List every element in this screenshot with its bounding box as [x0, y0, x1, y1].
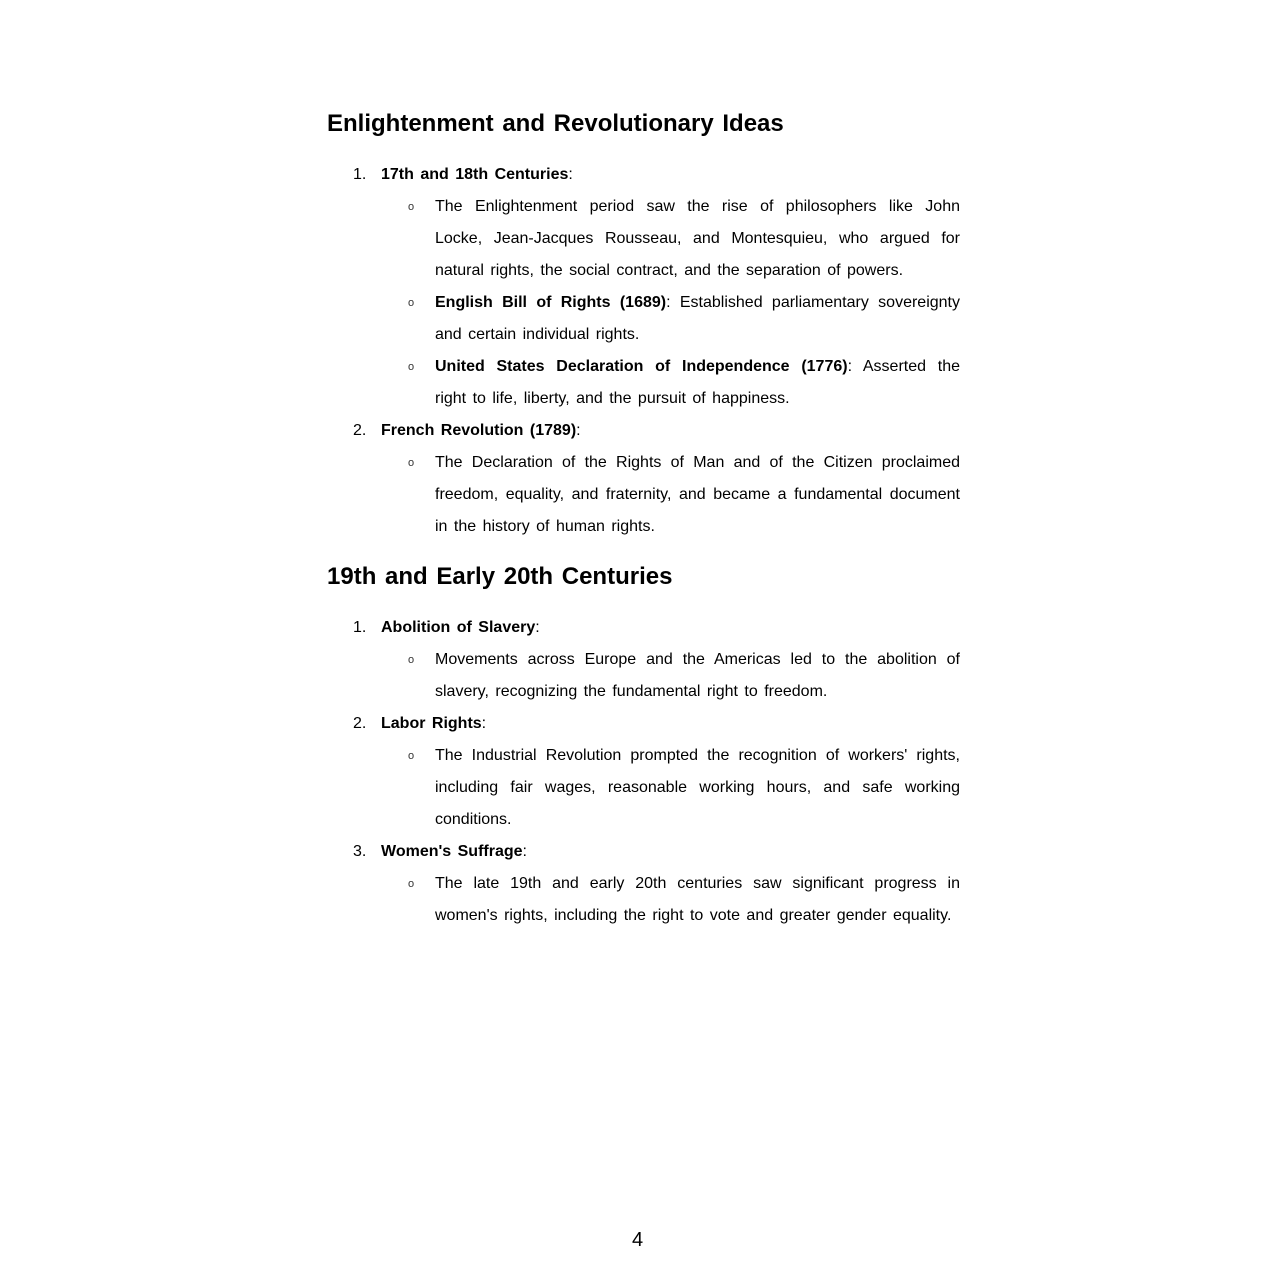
bullet-list — [381, 447, 960, 543]
item-title: Labor Rights — [381, 715, 482, 732]
bullet-text: Movements across Europe and the Americas led to the abolition of slavery, recognizing the fundamental right to freedom. — [435, 651, 960, 700]
bullet-text: : Established parliamentary sovereignty and certain individual rights. — [435, 294, 961, 343]
bullet-list — [381, 868, 960, 932]
list-number: 2. — [353, 422, 367, 439]
list-number: 3. — [353, 843, 367, 860]
numbered-list — [327, 612, 960, 932]
bullet-bold-term: United States Declaration of Independence (1776) — [435, 358, 848, 375]
bullet-marker: o — [408, 297, 415, 309]
list-item — [327, 415, 960, 543]
bullet-marker: o — [408, 457, 415, 469]
list-number: 1. — [353, 619, 367, 636]
bullet-marker: o — [408, 878, 415, 890]
bullet-bold-term: English Bill of Rights (1689) — [435, 294, 667, 311]
item-title-suffix: : — [568, 166, 573, 183]
bullet-text: The Industrial Revolution prompted the recognition of workers' rights, including fair wages, reasonable working hours, and safe working conditions. — [435, 747, 960, 828]
bullet-marker: o — [408, 654, 415, 666]
page-number: 4 — [631, 1229, 644, 1251]
item-title: French Revolution (1789) — [381, 422, 577, 439]
section-heading: 19th and Early 20th Centuries — [327, 563, 673, 590]
item-title: Abolition of Slavery — [381, 619, 536, 636]
item-title: Women's Suffrage — [381, 843, 523, 860]
item-title-suffix: : — [522, 843, 527, 860]
list-item — [327, 836, 960, 932]
bullet-item — [381, 740, 960, 836]
bullet-item — [381, 644, 960, 708]
list-number: 1. — [353, 166, 367, 183]
bullet-text: : Asserted the right to life, liberty, and the pursuit of happiness. — [435, 358, 961, 407]
item-title: 17th and 18th Centuries — [381, 166, 569, 183]
bullet-list — [381, 191, 960, 415]
bullet-text: The Declaration of the Rights of Man and of the Citizen proclaimed freedom, equality, and fraternity, and became a fundamental document in the history of human rights. — [435, 454, 960, 535]
bullet-marker: o — [408, 361, 415, 373]
bullet-marker: o — [408, 750, 415, 762]
item-title-suffix: : — [481, 715, 487, 732]
bullet-marker: o — [408, 201, 415, 213]
bullet-list — [381, 740, 960, 836]
item-title-suffix: : — [535, 619, 540, 636]
list-item — [327, 708, 960, 836]
bullet-text: The Enlightenment period saw the rise of philosophers like John Locke, Jean-Jacques Rousseau, and Montesquieu, who argued for natural rights, the social contract, and the separation of powers. — [435, 198, 960, 279]
numbered-list — [327, 159, 960, 543]
bullet-list — [381, 644, 960, 708]
section-heading: Enlightenment and Revolutionary Ideas — [327, 110, 784, 137]
bullet-item — [381, 191, 960, 287]
list-item — [327, 612, 960, 708]
bullet-item — [381, 351, 960, 415]
bullet-text: The late 19th and early 20th centuries saw significant progress in women's rights, including the right to vote and greater gender equality. — [435, 875, 960, 924]
item-title-suffix: : — [576, 422, 581, 439]
bullet-item — [381, 868, 960, 932]
list-item — [327, 159, 960, 415]
bullet-item — [381, 287, 960, 351]
page-content — [327, 111, 960, 932]
bullet-item — [381, 447, 960, 543]
list-number: 2. — [353, 715, 367, 732]
